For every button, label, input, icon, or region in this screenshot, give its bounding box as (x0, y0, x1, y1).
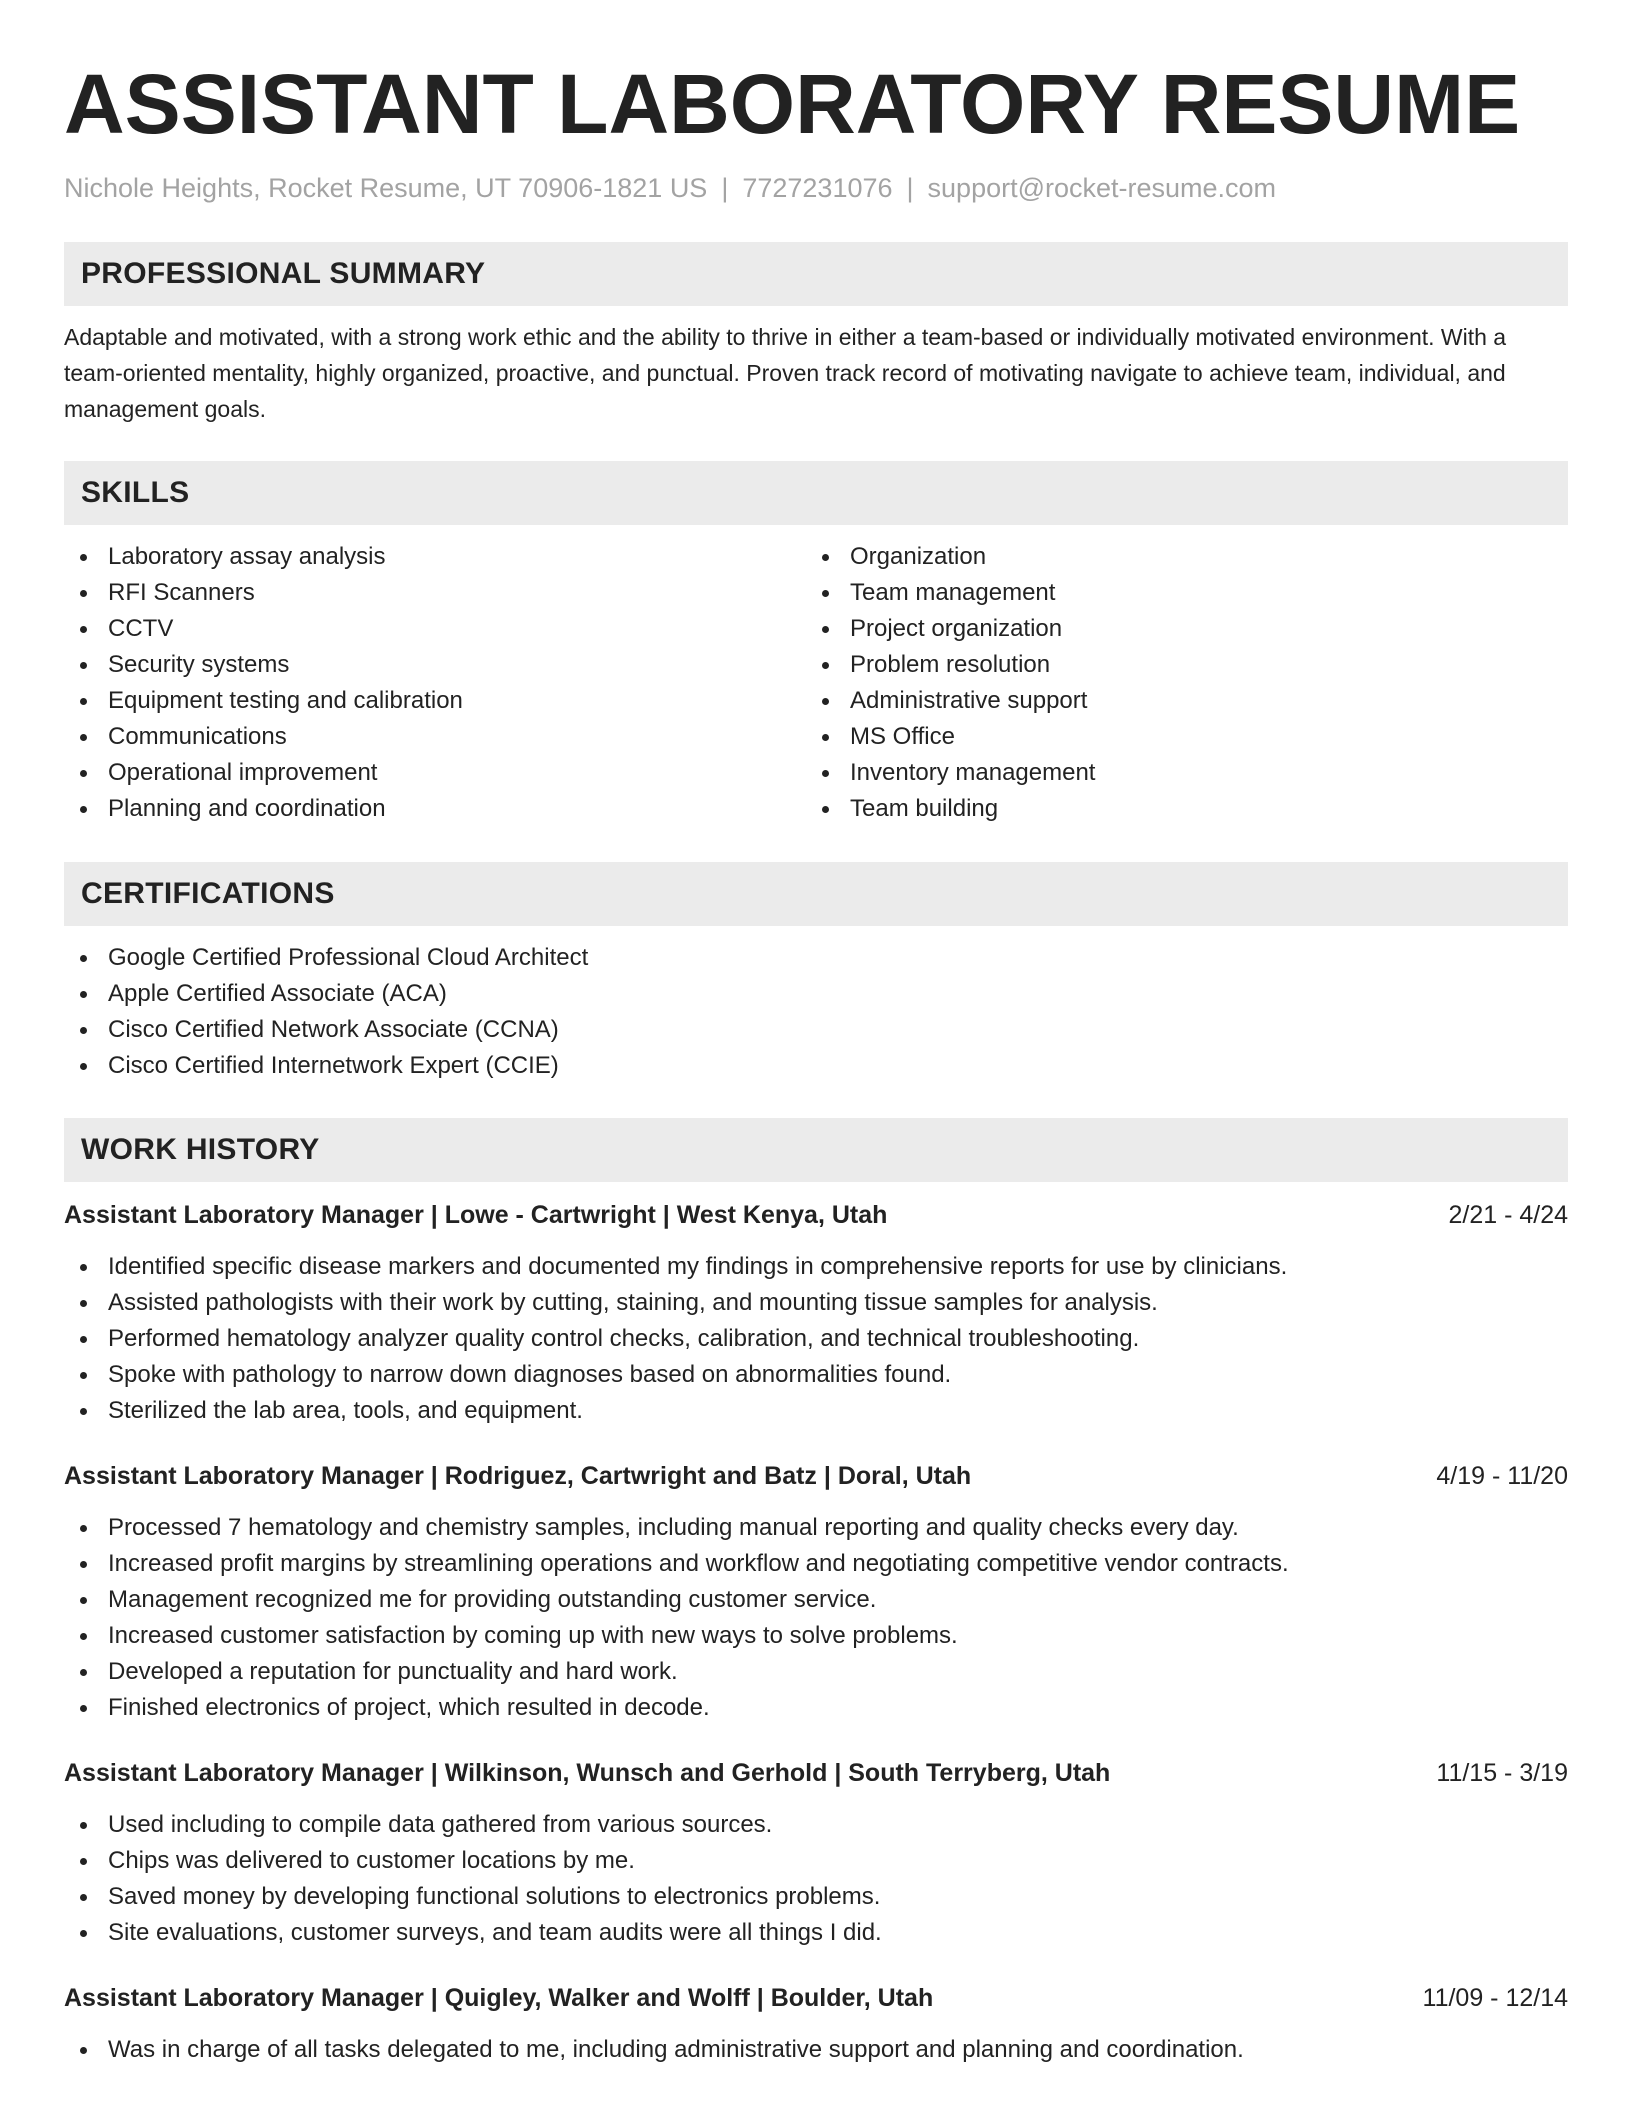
summary-heading: PROFESSIONAL SUMMARY (64, 242, 1568, 306)
job-dates: 2/21 - 4/24 (1448, 1201, 1568, 1229)
resume-title: ASSISTANT LABORATORY RESUME (64, 57, 1521, 151)
skill-item: CCTV (64, 611, 806, 647)
skill-item: Team management (806, 575, 1548, 611)
certifications-heading: CERTIFICATIONS (64, 862, 1568, 926)
skill-item: Inventory management (806, 755, 1548, 791)
skill-item: Organization (806, 539, 1548, 575)
work-history-section (64, 1118, 1568, 2068)
summary-section (64, 242, 1568, 427)
job-entry (64, 1198, 1568, 1429)
contact-address: Nichole Heights, Rocket Resume, UT 70906-1821 US (64, 173, 708, 203)
job-bullet: Increased customer satisfaction by coming up with new ways to solve problems. (64, 1618, 1568, 1654)
contact-phone: 7727231076 (742, 173, 893, 203)
job-title: Assistant Laboratory Manager | Wilkinson, Wunsch and Gerhold | South Terryberg, Utah (64, 1759, 1111, 1787)
job-bullet: Finished electronics of project, which resulted in decode. (64, 1690, 1568, 1726)
job-bullet: Spoke with pathology to narrow down diagnoses based on abnormalities found. (64, 1357, 1568, 1393)
job-bullet: Sterilized the lab area, tools, and equipment. (64, 1393, 1568, 1429)
skill-item: Planning and coordination (64, 791, 806, 827)
contact-separator: | (721, 173, 729, 203)
job-bullets (64, 1249, 1568, 1429)
skill-item: RFI Scanners (64, 575, 806, 611)
certification-item: Apple Certified Associate (ACA) (64, 976, 1568, 1012)
job-bullet: Chips was delivered to customer locations by me. (64, 1843, 1568, 1879)
job-header (64, 1756, 1568, 1790)
job-title: Assistant Laboratory Manager | Quigley, Walker and Wolff | Boulder, Utah (64, 1984, 934, 2012)
job-title: Assistant Laboratory Manager | Lowe - Cartwright | West Kenya, Utah (64, 1201, 888, 1229)
certification-item: Google Certified Professional Cloud Architect (64, 940, 1568, 976)
job-bullet: Identified specific disease markers and documented my findings in comprehensive reports for use by clinicians. (64, 1249, 1568, 1285)
job-bullet: Used including to compile data gathered from various sources. (64, 1807, 1568, 1843)
skill-item: Communications (64, 719, 806, 755)
job-bullet: Developed a reputation for punctuality and hard work. (64, 1654, 1568, 1690)
contact-line (64, 170, 1568, 206)
job-bullet: Processed 7 hematology and chemistry samples, including manual reporting and quality checks every day. (64, 1510, 1568, 1546)
skills-heading: SKILLS (64, 461, 1568, 525)
skills-column-right (806, 539, 1548, 827)
job-bullets (64, 2032, 1568, 2068)
job-dates: 4/19 - 11/20 (1436, 1462, 1568, 1490)
certifications-list (64, 940, 1568, 1084)
skills-section (64, 461, 1568, 827)
skill-item: Administrative support (806, 683, 1548, 719)
job-header (64, 1981, 1568, 2015)
job-bullet: Was in charge of all tasks delegated to me, including administrative support and planning and coordination. (64, 2032, 1568, 2068)
skill-item: MS Office (806, 719, 1548, 755)
skill-item: Problem resolution (806, 647, 1548, 683)
job-bullet: Site evaluations, customer surveys, and team audits were all things I did. (64, 1915, 1568, 1951)
job-bullet: Assisted pathologists with their work by cutting, staining, and mounting tissue samples for analysis. (64, 1285, 1568, 1321)
skill-item: Team building (806, 791, 1548, 827)
job-bullets (64, 1807, 1568, 1951)
job-entry (64, 1981, 1568, 2068)
job-bullet: Management recognized me for providing outstanding customer service. (64, 1582, 1568, 1618)
job-list (64, 1198, 1568, 2068)
job-bullet: Saved money by developing functional solutions to electronics problems. (64, 1879, 1568, 1915)
job-header (64, 1459, 1568, 1493)
job-dates: 11/09 - 12/14 (1422, 1984, 1568, 2012)
certifications-section (64, 862, 1568, 1084)
skill-item: Operational improvement (64, 755, 806, 791)
skill-item: Security systems (64, 647, 806, 683)
skills-column-left (64, 539, 806, 827)
skills-columns (64, 539, 1568, 827)
job-bullet: Increased profit margins by streamlining operations and workflow and negotiating competitive vendor contracts. (64, 1546, 1568, 1582)
job-dates: 11/15 - 3/19 (1436, 1759, 1568, 1787)
skill-item: Project organization (806, 611, 1548, 647)
job-entry (64, 1459, 1568, 1726)
job-bullets (64, 1510, 1568, 1726)
job-title: Assistant Laboratory Manager | Rodriguez, Cartwright and Batz | Doral, Utah (64, 1462, 972, 1490)
skill-item: Laboratory assay analysis (64, 539, 806, 575)
job-bullet: Performed hematology analyzer quality control checks, calibration, and technical troubleshooting. (64, 1321, 1568, 1357)
certification-item: Cisco Certified Network Associate (CCNA) (64, 1012, 1568, 1048)
job-entry (64, 1756, 1568, 1951)
contact-email: support@rocket-resume.com (927, 173, 1277, 203)
skill-item: Equipment testing and calibration (64, 683, 806, 719)
contact-separator: | (906, 173, 914, 203)
job-header (64, 1198, 1568, 1232)
work-history-heading: WORK HISTORY (64, 1118, 1568, 1182)
certification-item: Cisco Certified Internetwork Expert (CCIE) (64, 1048, 1568, 1084)
summary-text: Adaptable and motivated, with a strong work ethic and the ability to thrive in either a team-based or individually motivated environment. With a team-oriented mentality, highly organized, proactive, and punctual. Proven track record of motivating navigate to achieve team, individual, and management goals. (64, 324, 1507, 422)
